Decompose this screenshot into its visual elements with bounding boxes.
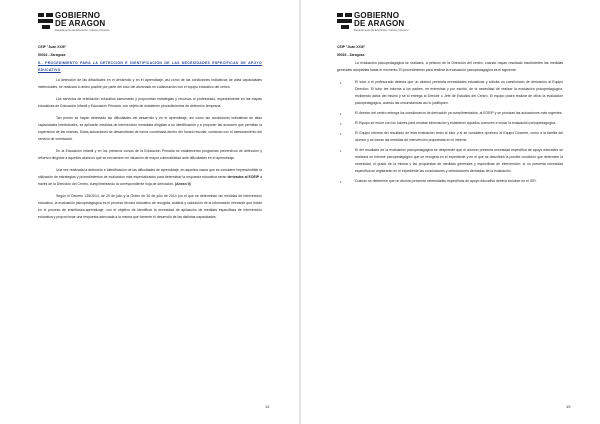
gobierno-aragon-logo — [337, 12, 407, 36]
right-page — [301, 0, 600, 424]
left-body — [38, 60, 262, 226]
paragraph: Los servicios de orientación educativa asesorarán y propondrán estrategias y recursos al profesorado, especialmente en las etapas educativas de Educación Infantil y Educación Primaria, con objeto de establecer procedimientos de detección temprana. — [38, 97, 262, 108]
bullet-icon: • — [340, 111, 342, 116]
page-number: 14 — [265, 404, 270, 409]
logo-subtitle: Departamento de Educación, Cultura y Deporte — [55, 29, 110, 32]
list-item-text: Si del resultado de la evaluación psicopedagógica se desprende que el alumno presenta necesidad específica de apoyo educativo se realizará un informe psicopedagógico que se recogerá en el expediente y en el que se describirá la posible condición que determine la necesidad, el grado de la misma y las propuestas de medidas generales y específicas de intervención; si no presenta necesidad específica se registrarán en el expediente las conclusiones y orientaciones derivadas de la evaluación. — [355, 148, 563, 173]
logo-line-2: DE ARAGON — [354, 19, 405, 28]
list-item-text: El Equipo se reúne con los tutores para recabar información y establecer aquellos comunes e iniciar la evaluación psicopedagógica. — [355, 121, 557, 125]
paragraph: Según el Decreto 135/2014, de 29 de julio y la Orden de 30 de julio de 2014 por el que se determinan las medidas de intervención educativa, la evaluación psicopedagógica es el proceso técnico educativo de recogida, análisis y valoración de la información relevante que incide en el proceso de enseñanza-aprendizaje, con el objetivo de identificar la necesidad de aplicación de medidas específicas de intervención educativa y proporcionar una respuesta adecuada a la misma que fomente el desarrollo de las distintas capacidades. — [38, 194, 262, 219]
list-item — [337, 178, 563, 185]
list-item — [337, 79, 563, 107]
paragraph: Tan pronto se hayan detectado las dificultades del desarrollo y en el aprendizaje, así como las condiciones indicativas de altas capacidades intelectuales, se aplicarán medidas de intervención inmediata dirigidas a su identificación y a proponer las acciones que permitan la superación de las mismas. Estas actuaciones se desarrollarán de forma coordinada dentro del horario escolar, contando con el asesoramiento del servicio de orientación. — [38, 116, 262, 141]
paragraph: La detección de las dificultades en el desarrollo y en el aprendizaje, así como de las condiciones indicativas de altas capacidades intelectuales, se realizará lo antes posible por parte del tutor del alumnado en colaboración con el equipo educativo del centro. — [38, 78, 262, 89]
school-city: 50016 - Zaragoza — [337, 53, 365, 57]
list-item-text: El Equipo informa del resultado de esta evaluación tanto al tutor y si se considera oportuno al Equipo Docente, como a la familia del alumno y se toman las medidas de intervención propuestas en el informe. — [355, 131, 563, 142]
list-item — [337, 120, 563, 127]
bullet-icon: • — [340, 121, 342, 126]
logo-line-1: GOBIERNO — [354, 11, 400, 20]
logo-line-1: GOBIERNO — [55, 11, 101, 20]
paragraph-derivation — [38, 167, 262, 188]
school-name: CEIP "Juan XXIII" — [38, 45, 67, 49]
bullet-icon: • — [340, 131, 342, 136]
left-page — [0, 0, 299, 424]
paragraph: En la Educación Infantil y en los primeros cursos de la Educación Primaria se establecerán programas preventivos de detección y refuerzo dirigidos a aquellos alumnos que se encuentren en situación de mayor vulnerabilidad ante dificultades en el aprendizaje. — [38, 149, 262, 160]
paragraph-text: Una vez realizada la detección e identificación de las dificultades de aprendizaje, en aquellos casos que se considere imprescindible la utilización de estrategias y procedimientos de evaluación más especializados para determinar la respuesta educativa serán — [38, 168, 262, 179]
list-item — [337, 130, 563, 144]
paragraph-text: a través de la Dirección del Centro, cumplimentando la correspondiente hoja de derivación. — [38, 175, 262, 186]
aragon-coat-icon — [337, 13, 352, 29]
bullet-icon: • — [340, 80, 342, 85]
bullet-icon: • — [340, 179, 342, 184]
page-number: 15 — [566, 404, 571, 409]
list-item-text: El tutor o el profesorado detecta que un alumno presenta necesidades educativas y solicita un cuestionario de derivación al Equipo Directivo. El tutor lee informa a los padres, en entrevista y por escrito, de la necesidad de realizar la evaluación psicopedagógica, recibiendo datos del mismo y se lo entrega al Director o Jefe de Estudios del Centro. El equipo podrá realizar de oficio la evaluación psicopedagógica, cuando las circunstancias así lo justifiquen. — [355, 80, 563, 105]
list-item — [337, 147, 563, 175]
logo-line-2: DE ARAGON — [55, 19, 106, 28]
logo-subtitle: Departamento de Educación, Cultura y Deporte — [354, 29, 409, 32]
list-item-text: El director del centro entrega los cuestionarios de derivación ya cumplimentados, al EOEIP y se priorizan las actuaciones más urgentes. — [355, 111, 563, 115]
bold-annex: (Anexo II) — [175, 182, 191, 186]
gobierno-aragon-logo — [38, 12, 108, 36]
right-body — [337, 60, 563, 188]
list-item-text: Cuando se determine que un alumno presenta necesidades específicas de apoyo educativo deberá incluirse en el GIR. — [355, 179, 537, 183]
intro-paragraph: La evaluación psicopedagógica se realizará, a petición de la Dirección del centro, cuando hayan resultado insuficientes las medidas generales adoptadas hasta el momento. El procedimiento para realizar la evaluación psicopedagógica es el siguiente: — [337, 61, 563, 72]
list-item — [337, 110, 563, 117]
aragon-coat-icon — [38, 13, 53, 29]
school-name: CEIP "Juan XXIII" — [337, 45, 366, 49]
bullet-icon: • — [340, 148, 342, 153]
bold-eoeip: derivados al EOEIP — [227, 175, 260, 179]
school-city: 50016 - Zaragoza — [38, 53, 66, 57]
section-title: 5.- PROCEDIMIENTO PARA LA DETECCIÓN E IDENTIFICACIÓN DE LAS NECESIDADES ESPECÍFICAS DE APOYO EDUCATIVO — [38, 61, 262, 72]
